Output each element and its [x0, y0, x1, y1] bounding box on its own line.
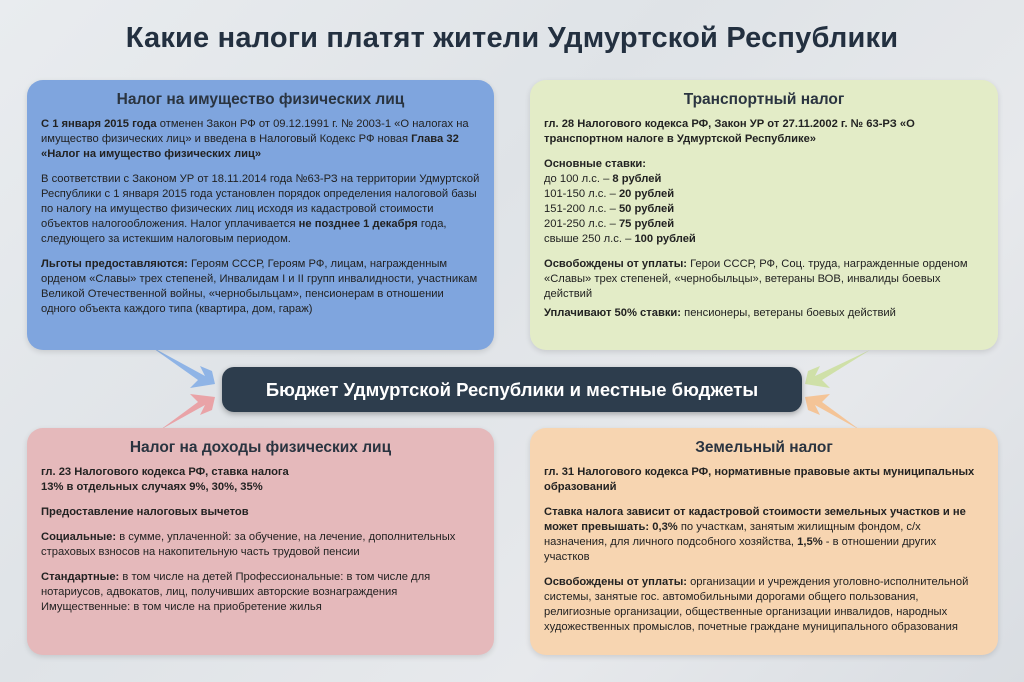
transport-tax-exempt-label: Освобождены от уплаты: [544, 258, 687, 270]
land-tax-rate-text2: - в отношении других участков [544, 536, 937, 563]
land-tax-law: гл. 31 Налогового кодекса РФ, нормативные правовые акты муниципальных образований [544, 466, 975, 493]
income-tax-law: гл. 23 Налогового кодекса РФ, ставка налога 13% в отдельных случаях 9%, 30%, 35% [41, 466, 289, 493]
income-tax-standard-text: в том числе на детей Профессиональные: в том числе для нотариусов, адвокатов, лиц, получивших авторские вознаграждения Имущественные: в том числе на приобретение жилья [41, 571, 431, 613]
transport-tax-half [544, 306, 984, 321]
rate-value: 100 рублей [634, 233, 696, 245]
arrow-from-transport [805, 350, 870, 388]
income-tax-card [27, 428, 494, 655]
rate-row [544, 217, 984, 232]
page-title: Какие налоги платят жители Удмуртской Республики [125, 22, 899, 54]
income-tax-social-text: в сумме, уплаченной: за обучение, на лечение, дополнительных страховых взносов на накопительную часть трудовой пенсии [41, 531, 456, 558]
property-tax-law [41, 172, 480, 247]
property-tax-intro-text: отменен Закон РФ от 09.12.1991 г. № 2003-1 «О налогах на имущество физических лиц» и введена в Налоговый Кодекс РФ новая [41, 118, 469, 145]
land-tax-exempt-text: организации и учреждения уголовно-исполнительной системы, занятые гос. автомобильными дорогами общего пользования, религиозные организации, общественные организации инвалидов, народных художественных промыслов, почетные граждане муниципального образования [544, 576, 969, 633]
property-tax-law-tail: года, следующего за истекшим налоговым периодом. [41, 218, 447, 245]
rate-value: 50 рублей [618, 203, 675, 215]
property-tax-intro [41, 117, 480, 162]
rate-row [544, 202, 984, 217]
property-tax-benefits [41, 257, 480, 317]
property-tax-chapter: Глава 32 «Налог на имущество физических лиц» [41, 133, 459, 160]
property-tax-deadline: не позднее 1 декабря [298, 218, 418, 230]
property-tax-benefits-text: Героям СССР, Героям РФ, лицам, награжденным орденом «Славы» трех степеней, Инвалидам I и II групп инвалидности, участникам Великой Отечественной войны, «чернобыльцам», пенсионерам в отношении одного объекта каждого типа (квартира, дом, гараж) [41, 258, 478, 315]
arrow-from-land [805, 394, 860, 430]
rate-range: 201-250 л.с. – [544, 218, 619, 230]
land-tax-exempt [544, 575, 984, 635]
rate-value: 20 рублей [618, 188, 675, 200]
income-tax-social [41, 530, 480, 560]
transport-tax-rates [544, 157, 984, 247]
income-tax-deductions: Предоставление налоговых вычетов [41, 506, 249, 518]
arrow-from-income [160, 394, 215, 430]
transport-tax-heading: Транспортный налог [683, 91, 845, 108]
transport-tax-half-text: пенсионеры, ветераны боевых действий [681, 307, 896, 319]
income-tax-social-label: Социальные: [41, 531, 117, 543]
transport-tax-exempt [544, 257, 984, 302]
rate-value: 75 рублей [618, 218, 675, 230]
land-tax-pct2: 1,5% [797, 536, 823, 548]
rate-range: свыше 250 л.с. – [544, 233, 635, 245]
property-tax-heading: Налог на имущество физических лиц [116, 91, 405, 108]
rate-range: 151-200 л.с. – [544, 203, 619, 215]
property-tax-card [27, 80, 494, 350]
transport-tax-rates-label: Основные ставки: [544, 158, 647, 170]
income-tax-standard [41, 570, 480, 615]
rate-row [544, 172, 984, 187]
rate-range: до 100 л.с. – [544, 173, 613, 185]
transport-tax-half-label: Уплачивают 50% ставки: [544, 307, 682, 319]
land-tax-rate-label: Ставка налога зависит от кадастровой стоимости земельных участков и не может превышать: [544, 506, 966, 533]
rate-range: 101-150 л.с. – [544, 188, 619, 200]
arrow-from-property [150, 346, 215, 388]
transport-tax-card [530, 80, 998, 350]
land-tax-rate [544, 505, 984, 565]
property-tax-benefits-label: Льготы предоставляются: [41, 258, 188, 270]
budget-banner: Бюджет Удмуртской Республики и местные бюджеты [222, 367, 802, 412]
income-tax-heading: Налог на доходы физических лиц [129, 439, 392, 456]
transport-tax-exempt-text: Герои СССР, РФ, Соц. труда, награжденные орденом «Славы» трех степеней, «чернобыльцы», ветераны ВОВ, инвалиды боевых действий [544, 258, 968, 300]
land-tax-exempt-label: Освобождены от уплаты: [544, 576, 687, 588]
income-tax-standard-label: Стандартные: [41, 571, 120, 583]
rate-row [544, 187, 984, 202]
land-tax-heading: Земельный налог [695, 439, 833, 456]
land-tax-pct1: 0,3% [652, 521, 678, 533]
land-tax-card [530, 428, 998, 655]
land-tax-rate-text1: по участкам, занятым жилищным фондом, с/х назначения, для личного подсобного хозяйства, [544, 521, 921, 548]
property-tax-date: С 1 января 2015 года [41, 118, 157, 130]
property-tax-law-text: В соответствии с Законом УР от 18.11.2014 года №63-РЗ на территории Удмуртской Республики с 1 января 2015 года установлен порядок определения налоговой базы по налогу на имущество физических лиц исходя из кадастровой стоимости объектов налогообложения. Налог уплачивается [41, 173, 480, 230]
rate-value: 8 рублей [612, 173, 662, 185]
rate-row [544, 232, 984, 247]
transport-tax-law: гл. 28 Налогового кодекса РФ, Закон УР от 27.11.2002 г. № 63-РЗ «О транспортном налоге в Удмуртской Республике» [544, 118, 915, 145]
